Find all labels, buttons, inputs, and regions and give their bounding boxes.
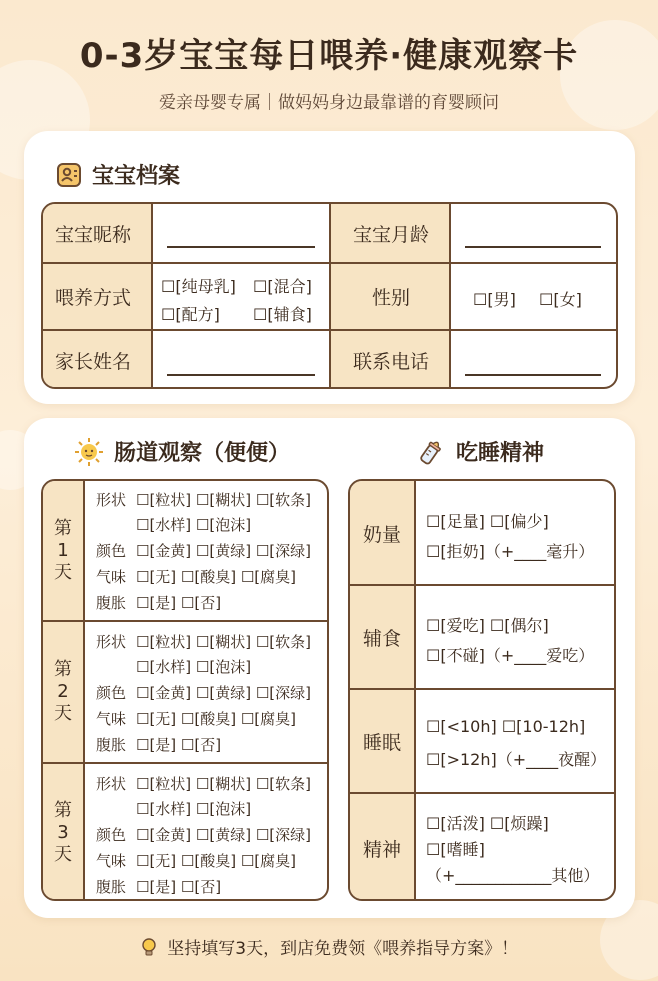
- spirit-opt-2[interactable]: ☐[嗜睡]: [426, 840, 485, 859]
- feeding-option-solid[interactable]: ☐[辅食]: [253, 305, 312, 324]
- feeding-option-formula[interactable]: ☐[配方]: [161, 305, 220, 324]
- solid-food-label: 辅食: [350, 585, 414, 689]
- milk-opt-1[interactable]: ☐[足量] ☐[偏少]: [426, 512, 549, 531]
- footer-note: [0, 934, 658, 962]
- spirit-opt-3[interactable]: （+____________其他）: [426, 866, 600, 885]
- profile-card: [24, 131, 635, 404]
- solid-opt-1[interactable]: ☐[爱吃] ☐[偶尔]: [426, 616, 549, 635]
- day-3-label: 第 3 天: [43, 763, 83, 901]
- sun-icon: [74, 437, 104, 467]
- nickname-label: 宝宝昵称: [43, 204, 153, 263]
- page-subtitle: 爱亲母婴专属｜做妈妈身边最靠谱的育婴顾问: [159, 93, 499, 113]
- page-title: 0-3岁宝宝每日喂养·健康观察卡: [79, 36, 579, 76]
- id-card-icon: [56, 162, 82, 188]
- nickname-field[interactable]: [167, 246, 315, 248]
- sleep-opt-2[interactable]: ☐[>12h]（+____夜醒）: [426, 750, 607, 769]
- day1-shape-2[interactable]: ☐[水样] ☐[泡沫]: [136, 516, 252, 534]
- spirit-opt-1[interactable]: ☐[活泼] ☐[烦躁]: [426, 814, 549, 833]
- profile-table: [41, 202, 618, 389]
- feeding-option-breast[interactable]: ☐[纯母乳]: [161, 277, 236, 296]
- day-1-label: 第 1 天: [43, 481, 83, 621]
- day1-bloat[interactable]: 腹胀 ☐[是] ☐[否]: [96, 594, 222, 612]
- spirit-title-text: 吃睡精神: [456, 441, 545, 466]
- day1-color[interactable]: 颜色 ☐[金黄] ☐[黄绿] ☐[深绿]: [96, 542, 311, 560]
- day3-smell[interactable]: 气味 ☐[无] ☐[酸臭] ☐[腐臭]: [96, 852, 296, 870]
- spirit-section-title: [416, 436, 544, 467]
- spirit-table: [348, 479, 616, 901]
- age-field[interactable]: [465, 246, 601, 248]
- footer-text: 坚持填写3天，到店免费领《喂养指导方案》！: [167, 939, 519, 959]
- day2-smell[interactable]: 气味 ☐[无] ☐[酸臭] ☐[腐臭]: [96, 710, 296, 728]
- day3-bloat[interactable]: 腹胀 ☐[是] ☐[否]: [96, 878, 222, 896]
- parent-name-label: 家长姓名: [43, 330, 153, 389]
- day1-shape[interactable]: 形状 ☐[粒状] ☐[糊状] ☐[软条]: [96, 491, 311, 509]
- stool-title-text: 肠道观察（便便）: [114, 441, 291, 466]
- day2-shape[interactable]: 形状 ☐[粒状] ☐[糊状] ☐[软条]: [96, 633, 311, 651]
- age-label: 宝宝月龄: [331, 204, 451, 263]
- stool-section-title: [74, 436, 290, 467]
- day3-shape[interactable]: 形状 ☐[粒状] ☐[糊状] ☐[软条]: [96, 775, 311, 793]
- day3-color[interactable]: 颜色 ☐[金黄] ☐[黄绿] ☐[深绿]: [96, 826, 311, 844]
- feeding-label: 喂养方式: [43, 263, 153, 330]
- feeding-option-mixed[interactable]: ☐[混合]: [253, 277, 312, 296]
- gender-option-female[interactable]: ☐[女]: [539, 290, 582, 309]
- day1-smell[interactable]: 气味 ☐[无] ☐[酸臭] ☐[腐臭]: [96, 568, 296, 586]
- sleep-opt-1[interactable]: ☐[<10h] ☐[10-12h]: [426, 717, 586, 736]
- gender-option-male[interactable]: ☐[男]: [473, 290, 516, 309]
- observation-card: [24, 418, 635, 918]
- day2-shape-2[interactable]: ☐[水样] ☐[泡沫]: [136, 658, 252, 676]
- gender-label: 性别: [331, 263, 451, 330]
- day3-shape-2[interactable]: ☐[水样] ☐[泡沫]: [136, 800, 252, 818]
- day-2-label: 第 2 天: [43, 621, 83, 763]
- spirit-label: 精神: [350, 793, 414, 901]
- day2-bloat[interactable]: 腹胀 ☐[是] ☐[否]: [96, 736, 222, 754]
- profile-section-title: [56, 159, 180, 190]
- baby-bottle-icon: [416, 437, 446, 467]
- parent-name-field[interactable]: [167, 374, 315, 376]
- solid-opt-2[interactable]: ☐[不碰]（+____爱吃）: [426, 646, 595, 665]
- day2-color[interactable]: 颜色 ☐[金黄] ☐[黄绿] ☐[深绿]: [96, 684, 311, 702]
- lightbulb-icon: [140, 937, 158, 962]
- milk-label: 奶量: [350, 481, 414, 585]
- sleep-label: 睡眠: [350, 689, 414, 793]
- stool-table: [41, 479, 329, 901]
- milk-opt-2[interactable]: ☐[拒奶]（+____毫升）: [426, 542, 595, 561]
- phone-label: 联系电话: [331, 330, 451, 389]
- profile-title-text: 宝宝档案: [92, 164, 181, 189]
- phone-field[interactable]: [465, 374, 601, 376]
